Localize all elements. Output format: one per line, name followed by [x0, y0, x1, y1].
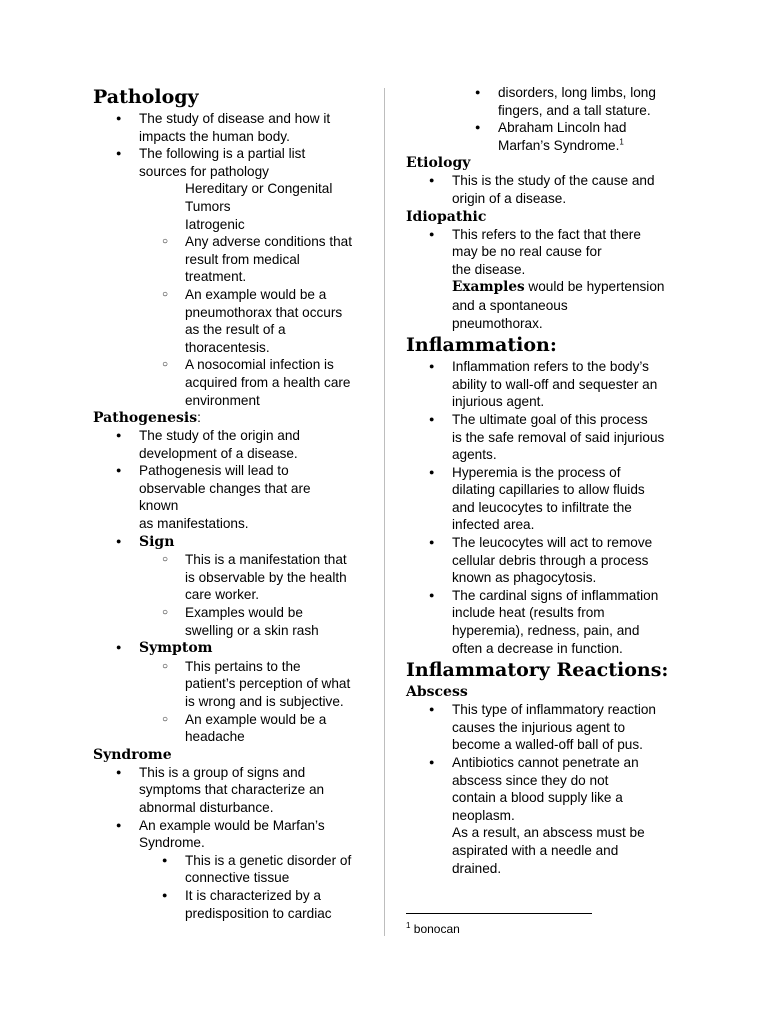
- pathogenesis-bullet-2: ● Pathogenesis will lead to observable changes that are known: [93, 462, 368, 515]
- footnote: [406, 921, 460, 937]
- pathogenesis-heading-line: Pathogenesis:: [93, 410, 201, 427]
- sign-label: Sign: [139, 533, 175, 550]
- pathogenesis-heading: Pathogenesis: [93, 410, 198, 427]
- iatrogenic-sub-1: ○ Any adverse conditions that result from medical treatment.: [93, 233, 368, 286]
- iatrogenic-sub-2: ○ An example would be a pneumothorax that occurs as the result of a thoracentesis.: [93, 286, 368, 356]
- abscess-heading: Abscess: [406, 684, 468, 701]
- pathology-bullet-2: ● The following is a partial list sources for pathology: [93, 145, 368, 180]
- abscess-bullet-1: ● This type of inflammatory reaction causes the injurious agent to become a walled-off ball of pus.: [406, 701, 681, 754]
- idiopathic-bullet: ● This refers to the fact that there may be no real cause for the disease. Examples would be hypertension and a spontaneous pneumothorax.: [406, 226, 681, 333]
- inflammation-bullet-1: ● Inflammation refers to the body’s ability to wall-off and sequester an injurious agent.: [406, 358, 681, 411]
- inflammation-bullet-2: ● The ultimate goal of this process is the safe removal of said injurious agents.: [406, 411, 681, 464]
- footnote-rule: [406, 913, 592, 914]
- left-column: [93, 84, 368, 922]
- syndrome-sub-2: ● It is characterized by a predisposition to cardiac: [93, 887, 368, 922]
- pathology-heading: Pathology: [93, 86, 199, 108]
- syndrome-bullet-2: ● An example would be Marfan’s Syndrome.: [93, 817, 368, 852]
- syndrome-heading: Syndrome: [93, 746, 172, 763]
- footnote-reference[interactable]: 1: [619, 137, 624, 147]
- source-list: Hereditary or Congenital Tumors Iatrogenic: [185, 181, 333, 232]
- symptom-bullet: [93, 639, 368, 658]
- inflammation-bullet-4: ● The leucocytes will act to remove cellular debris through a process known as phagocytosis.: [406, 534, 681, 587]
- pathogenesis-bullet-1: ● The study of the origin and development of a disease.: [93, 427, 368, 462]
- pathogenesis-continuation: as manifestations.: [139, 516, 249, 532]
- abscess-bullet-2: ● Antibiotics cannot penetrate an abscess since they do not contain a blood supply like a neoplasm. As a result, an abscess must be aspirated with a needle and drained.: [406, 754, 681, 877]
- sign-sub-2: ○ Examples would be swelling or a skin rash: [93, 604, 368, 639]
- inflammation-heading: Inflammation:: [406, 334, 557, 357]
- symptom-label: Symptom: [139, 640, 213, 657]
- marfan-cont-1: ● disorders, long limbs, long fingers, and a tall stature.: [406, 84, 681, 119]
- idiopathic-heading: Idiopathic: [406, 208, 487, 225]
- inflammatory-reactions-heading: Inflammatory Reactions:: [406, 659, 669, 682]
- iatrogenic-sub-3: ○ A nosocomial infection is acquired from a health care environment: [93, 356, 368, 409]
- etiology-bullet: ● This is the study of the cause and origin of a disease.: [406, 172, 681, 207]
- marfan-cont-2: ● Abraham Lincoln had Marfan’s Syndrome.$^1$: [406, 119, 681, 154]
- examples-label: Examples: [452, 279, 525, 296]
- symptom-sub-1: ○ This pertains to the patient’s perception of what is wrong and is subjective.: [93, 658, 368, 711]
- syndrome-bullet-1: ● This is a group of signs and symptoms that characterize an abnormal disturbance.: [93, 764, 368, 817]
- etiology-heading: Etiology: [406, 155, 471, 172]
- right-column: [406, 84, 681, 877]
- inflammation-bullet-5: ● The cardinal signs of inflammation include heat (results from hyperemia), redness, pain, and often a decrease in function.: [406, 587, 681, 657]
- footnote-text: bonocan: [410, 922, 460, 936]
- footnote-number: 1: [406, 921, 411, 930]
- symptom-sub-2: ○ An example would be a headache: [93, 711, 368, 746]
- syndrome-sub-1: ● This is a genetic disorder of connective tissue: [93, 852, 368, 887]
- pathology-bullet-1: ● The study of disease and how it impacts the human body.: [93, 110, 368, 145]
- sign-bullet: [93, 533, 368, 552]
- column-divider: [384, 88, 385, 936]
- inflammation-bullet-3: ● Hyperemia is the process of dilating capillaries to allow fluids and leucocytes to infiltrate the infected area.: [406, 464, 681, 534]
- sign-sub-1: ○ This is a manifestation that is observable by the health care worker.: [93, 551, 368, 604]
